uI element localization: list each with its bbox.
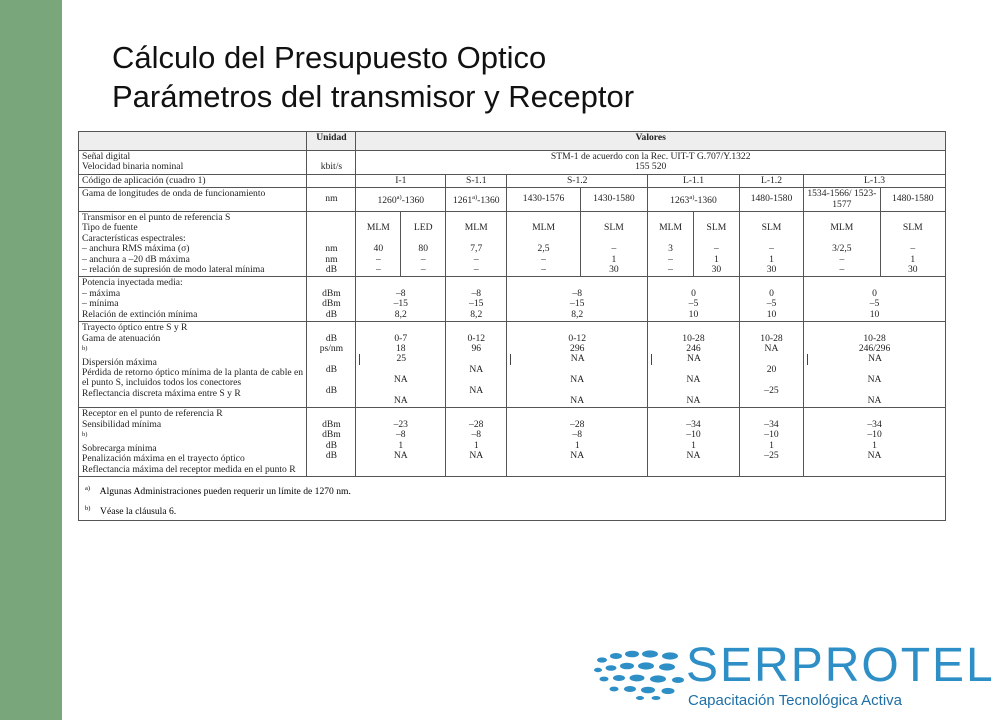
tx-i1-led: LED 80 – – — [401, 212, 446, 277]
signal-label: Señal digital Velocidad binaria nominal — [79, 151, 307, 175]
path-labels: Trayecto óptico entre S y R Gama de atenuación $^{b)}$ Dispersión máxima Pérdida de retorno óptico mínima de la planta de cable en el punto S, incluidos todos los conectores Reflectancia discreta máxima entre S y R — [79, 322, 307, 408]
rx-l12: –34 –10 1 –25 — [739, 408, 803, 477]
path-l11: 10-28 246 NA NA NA — [648, 322, 740, 408]
rx-s12: –28 –8 1 NA — [507, 408, 648, 477]
receiver-units: dBm dBm dB dB — [307, 408, 356, 477]
logo-name: SERPROTEL — [686, 639, 995, 692]
tx-s11: MLM 7,7 – – — [446, 212, 507, 277]
tx-s12-mlm: MLM 2,5 – – — [507, 212, 580, 277]
rx-l11: –34 –10 1 NA — [648, 408, 740, 477]
logo-tagline: Capacitación Tecnológica Activa — [688, 692, 903, 709]
wavelength-s11: 1261$^{a)}$-1360 — [446, 188, 507, 212]
footnote-a: $^{a)}$ Algunas Administraciones pueden requerir un límite de 1270 nm. — [85, 484, 351, 498]
power-l12: 0 –5 10 — [739, 277, 803, 322]
path-i1: 0-7 18 25 NA NA — [356, 322, 446, 408]
wavelength-s12a: 1430-1576 — [507, 188, 580, 212]
path-s12: 0-12 296 NA NA NA — [507, 322, 648, 408]
row-app-code — [79, 174, 946, 187]
wavelength-l11: 1263$^{a)}$-1360 — [648, 188, 740, 212]
wavelength-l13a: 1534-1566/ 1523-1577 — [804, 188, 880, 212]
rx-l13: –34 –10 1 NA — [804, 408, 946, 477]
rx-s11: –28 –8 1 NA — [446, 408, 507, 477]
path-s11: 0-12 96 NA NA — [446, 322, 507, 408]
header-row — [79, 132, 946, 151]
app-code-l13: L-1.3 — [804, 174, 946, 187]
tx-l12: SLM – 1 30 — [739, 212, 803, 277]
wavelength-l12: 1480-1580 — [739, 188, 803, 212]
slide-title — [112, 38, 634, 116]
app-code-l11: L-1.1 — [648, 174, 740, 187]
transmitter-units: nm nm dB — [307, 212, 356, 277]
wavelength-l13b: 1480-1580 — [880, 188, 945, 212]
left-accent-bar — [0, 0, 62, 720]
power-l11: 0 –5 10 — [648, 277, 740, 322]
power-l13: 0 –5 10 — [804, 277, 946, 322]
row-signal — [79, 151, 946, 175]
header-blank — [79, 132, 307, 151]
row-path — [79, 322, 946, 408]
app-code-label: Código de aplicación (cuadro 1) — [79, 174, 307, 187]
tx-i1-mlm: MLM 40 – – — [356, 212, 401, 277]
wavelength-unit: nm — [307, 188, 356, 212]
power-s11: –8 –15 8,2 — [446, 277, 507, 322]
app-code-i1: I-1 — [356, 174, 446, 187]
slide-title-line1: Cálculo del Presupuesto Optico — [112, 40, 547, 75]
tx-s12-slm: SLM – 1 30 — [580, 212, 647, 277]
tx-l13-slm: SLM – 1 30 — [880, 212, 945, 277]
wavelength-i1: 1260$^{a)}$-1360 — [356, 188, 446, 212]
path-l13: 10-28 246/296 NA NA NA — [804, 322, 946, 408]
power-units: dBm dBm dB — [307, 277, 356, 322]
footnote-b: $^{b)}$ Véase la cláusula 6. — [85, 504, 177, 517]
transmitter-labels: Transmisor en el punto de referencia S Tipo de fuente Características espectrales: – anchura RMS máxima (σ) – anchura a –20 dB máxima – relación de supresión de modo lateral mínima — [79, 212, 307, 277]
header-unit: Unidad — [307, 132, 356, 151]
path-l12: 10-28 NA 20 –25 — [739, 322, 803, 408]
row-receiver — [79, 408, 946, 477]
power-s12: –8 –15 8,2 — [507, 277, 648, 322]
spec-table — [78, 131, 946, 477]
logo-dots-icon — [592, 648, 687, 700]
app-code-s11: S-1.1 — [446, 174, 507, 187]
serprotel-logo — [592, 639, 995, 716]
tx-l11-slm: SLM – 1 30 — [693, 212, 739, 277]
power-i1: –8 –15 8,2 — [356, 277, 446, 322]
table-footnotes — [78, 477, 946, 521]
power-labels: Potencia inyectada media: – máxima – mínima Relación de extinción mínima — [79, 277, 307, 322]
wavelength-label: Gama de longitudes de onda de funcionamiento — [79, 188, 307, 212]
row-wavelength — [79, 188, 946, 212]
row-power — [79, 277, 946, 322]
path-units: dB ps/nm dB dB — [307, 322, 356, 408]
app-code-s12: S-1.2 — [507, 174, 648, 187]
tx-l11-mlm: MLM 3 – – — [648, 212, 694, 277]
app-code-l12: L-1.2 — [739, 174, 803, 187]
rx-i1: –23 –8 1 NA — [356, 408, 446, 477]
slide-title-line2: Parámetros del transmisor y Receptor — [112, 79, 635, 114]
header-values: Valores — [356, 132, 946, 151]
tx-l13-mlm: MLM 3/2,5 – – — [804, 212, 880, 277]
wavelength-s12b: 1430-1580 — [580, 188, 647, 212]
signal-value: STM-1 de acuerdo con la Rec. UIT-T G.707/Y.1322 155 520 — [356, 151, 946, 175]
row-transmitter — [79, 212, 946, 277]
signal-unit: kbit/s — [307, 151, 356, 175]
receiver-labels: Receptor en el punto de referencia R Sensibilidad mínima $^{b)}$ Sobrecarga mínima Penalización máxima en el trayecto óptico Reflectancia máxima del receptor medida en el punto R — [79, 408, 307, 477]
spec-table-image — [78, 131, 946, 630]
